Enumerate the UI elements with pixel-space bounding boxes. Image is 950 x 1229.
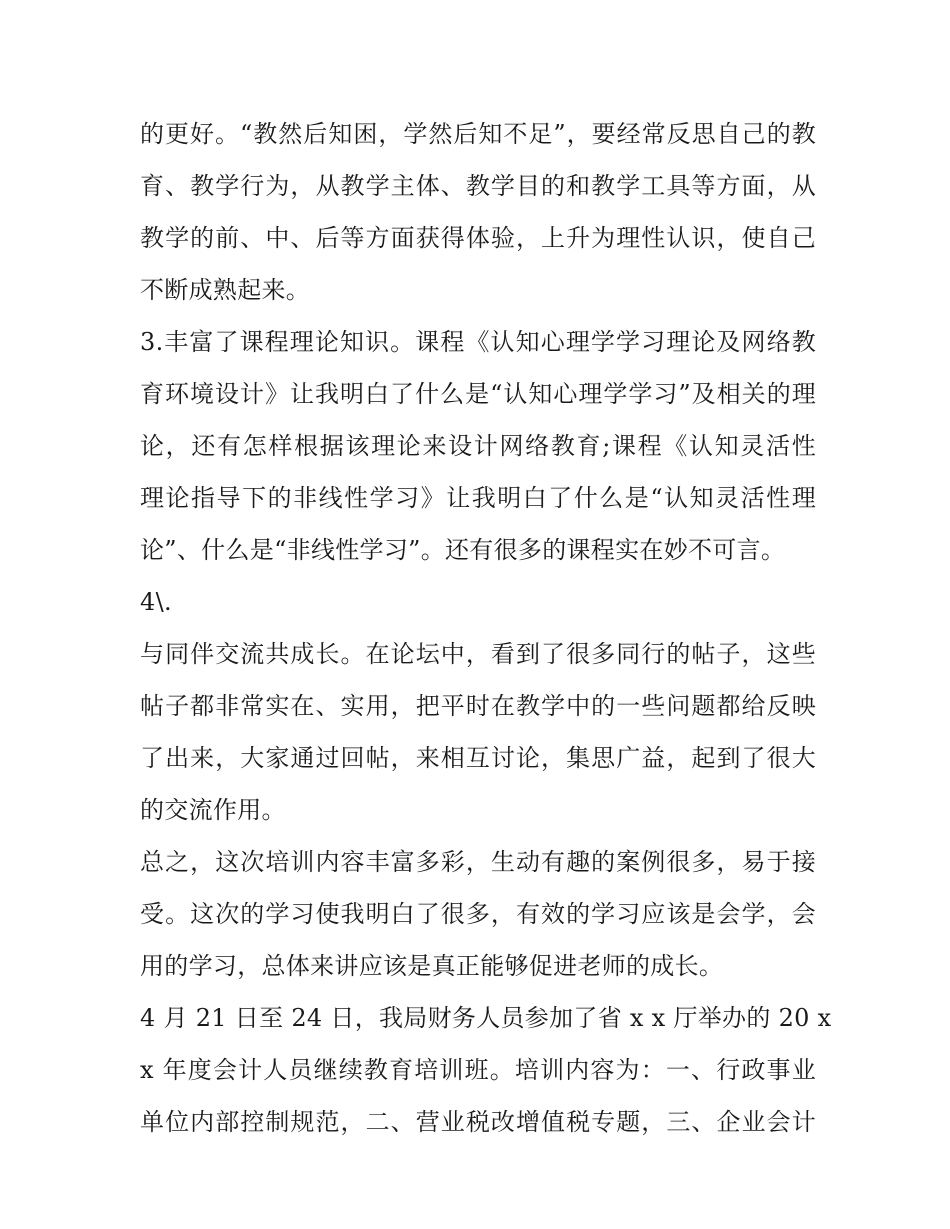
text-line: 4 月 21 日至 24 日，我局财务人员参加了省 x x 厅举办的 20 x [140,1004,832,1032]
text-line: 了出来，大家通过回帖，来相互讨论，集思广益，起到了很大 [140,744,816,772]
text-line: 受。这次的学习使我明白了很多，有效的学习应该是会学，会 [140,900,816,928]
paragraph-summary [140,836,816,992]
text-line: 用的学习，总体来讲应该是真正能够促进老师的成长。 [140,952,724,980]
text-line: 与同伴交流共成长。在论坛中，看到了很多同行的帖子，这些 [140,640,816,668]
text-line: 理论指导下的非线性学习》让我明白了什么是“认知灵活性理 [140,484,816,512]
text-line: 教学的前、中、后等方面获得体验，上升为理性认识，使自己 [140,224,816,252]
text-line: 3.丰富了课程理论知识。课程《认知心理学学习理论及网络教 [140,328,816,356]
paragraph-reflection [140,108,816,316]
text-line: 单位内部控制规范，二、营业税改增值税专题，三、企业会计 [140,1108,816,1136]
text-line: x 年度会计人员继续教育培训班。培训内容为：一、行政事业 [140,1056,816,1084]
text-line: 不断成熟起来。 [140,276,311,304]
text-line: 论”、什么是“非线性学习”。还有很多的课程实在妙不可言。 [140,536,786,564]
text-line: 论，还有怎样根据该理论来设计网络教育;课程《认知灵活性 [140,432,816,460]
text-line: 总之，这次培训内容丰富多彩，生动有趣的案例很多，易于接 [140,848,816,876]
paragraph-item-number [140,576,816,628]
text-line: 4\. [140,588,172,616]
text-line: 的交流作用。 [140,796,286,824]
paragraph-accounting-training [140,992,832,1148]
text-line: 育、教学行为，从教学主体、教学目的和教学工具等方面，从 [140,172,816,200]
document-body [140,108,832,1148]
text-line: 的更好。“教然后知困，学然后知不足”，要经常反思自己的教 [140,120,816,148]
text-line: 育环境设计》让我明白了什么是“认知心理学学习”及相关的理 [140,380,816,408]
paragraph-course-theory [140,316,816,576]
paragraph-peer-exchange [140,628,816,836]
text-line: 帖子都非常实在、实用，把平时在教学中的一些问题都给反映 [140,692,816,720]
